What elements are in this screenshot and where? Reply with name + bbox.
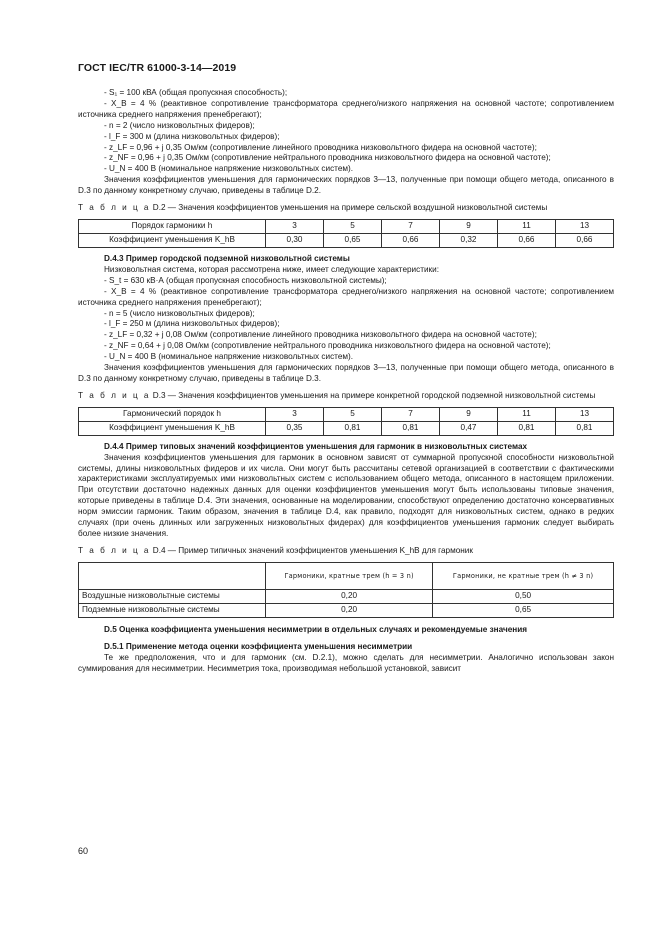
table-cell: 0,66	[498, 233, 556, 247]
caption-text: D.4 — Пример типичных значений коэффициентов уменьшения K_hB для гармоник	[152, 545, 473, 555]
table-header-cell: Гармоники, не кратные трем (h ≠ 3 n)	[433, 562, 614, 589]
caption-prefix: Т а б л и ц а	[78, 390, 151, 400]
table-cell: 0,65	[324, 233, 382, 247]
subsection-title: D.5.1 Применение метода оценки коэффициента уменьшения несимметрии	[104, 641, 413, 651]
table-cell: 5	[324, 407, 382, 421]
table-cell: Порядок гармоники h	[79, 219, 266, 233]
table-row	[79, 421, 614, 435]
table-cell: 0,81	[382, 421, 440, 435]
list-item: - z_NF = 0,64 + j 0,08 Ом/км (сопротивление нейтрального проводника низковольтного фидера на основной частоте);	[104, 341, 551, 351]
table-cell: 0,65	[433, 603, 614, 617]
table-cell: 0,66	[556, 233, 614, 247]
table-cell: 11	[498, 407, 556, 421]
table-cell: Воздушные низковольтные системы	[79, 589, 266, 603]
table-cell: 0,50	[433, 589, 614, 603]
table-row	[79, 233, 614, 247]
table-cell: 0,32	[440, 233, 498, 247]
list-item: - S₁ = 100 кВА (общая пропускная способность);	[104, 88, 288, 97]
table-cell: 0,47	[440, 421, 498, 435]
table-cell: Гармонический порядок h	[79, 407, 266, 421]
page	[78, 62, 614, 674]
list-item: - z_LF = 0,96 + j 0,35 Ом/км (сопротивление линейного проводника низковольтного фидера на основной частоте);	[104, 142, 537, 152]
table-cell: Подземные низковольтные системы	[79, 603, 266, 617]
table-cell: 9	[440, 407, 498, 421]
list-item: - l_F = 250 м (длина низковольтных фидеров);	[104, 319, 280, 329]
caption-prefix: Т а б л и ц а	[78, 203, 151, 213]
table-row	[79, 219, 614, 233]
caption-text: D.2 — Значения коэффициентов уменьшения на примере сельской воздушной низковольтной системы	[152, 203, 548, 213]
table-cell: 7	[382, 219, 440, 233]
table-cell: 5	[324, 219, 382, 233]
list-item: - n = 2 (число низковольтных фидеров);	[104, 120, 255, 130]
table-cell: 9	[440, 219, 498, 233]
list-item: - X_B = 4 % (реактивное сопротивление трансформатора среднего/низкого напряжения на основной частоте; сопротивлением источника среднего напряжения пренебрегают);	[78, 286, 614, 307]
table-cell: 0,81	[324, 421, 382, 435]
table-cell: 0,20	[266, 589, 433, 603]
list-item: - n = 5 (число низковольтных фидеров);	[104, 308, 255, 318]
paragraph: Значения коэффициентов уменьшения для гармонических порядков 3—13, полученные при помощи общего метода, описанного в D.3 по данному конкретному случаю, приведены в таблице D.3.	[78, 363, 614, 383]
table-cell: 0,81	[498, 421, 556, 435]
table-d3	[78, 407, 614, 436]
page-number: 60	[78, 846, 89, 856]
table-cell: 0,20	[266, 603, 433, 617]
table-cell: 0,30	[266, 233, 324, 247]
document-header: ГОСТ IEC/TR 61000-3-14—2019	[78, 62, 237, 74]
list-item: - l_F = 300 м (длина низковольтных фидеров);	[104, 131, 280, 141]
table-d4	[78, 562, 614, 618]
table-cell: Коэффициент уменьшения K_hB	[79, 233, 266, 247]
list-item: - X_B = 4 % (реактивное сопротивление трансформатора среднего/низкого напряжения на основной частоте; сопротивлением источника среднего напряжения пренебрегают);	[78, 98, 614, 119]
paragraph: Те же предположения, что и для гармоник (см. D.2.1), можно сделать для несимметрии. Аналогично использован закон суммирования для несимметрии. Несимметрия тока, производимая небольшой установкой, зависит	[78, 652, 614, 673]
section-title: D.5 Оценка коэффициента уменьшения несимметрии в отдельных случаях и рекомендуемые значения	[104, 624, 528, 634]
table-cell: 13	[556, 219, 614, 233]
table-cell: 3	[266, 407, 324, 421]
paragraph: Низковольтная система, которая рассмотрена ниже, имеет следующие характеристики:	[104, 264, 439, 274]
table-header-cell: Гармоники, кратные трем (h = 3 n)	[266, 562, 433, 589]
table-cell: Коэффициент уменьшения K_hB	[79, 421, 266, 435]
table-cell: 0,66	[382, 233, 440, 247]
table-cell	[79, 562, 266, 589]
table-cell: 3	[266, 219, 324, 233]
caption-text: D.3 — Значения коэффициентов уменьшения на примере конкретной городской подземной низковольтной системы	[152, 390, 596, 400]
table-caption	[78, 391, 614, 402]
paragraph: Значения коэффициентов уменьшения для гармоник в основном зависят от суммарной пропускной способности низковольтной системы, длины низковольтных фидеров и их числа. Они могут быть рассчитаны сетевой организацией в соответствии с фактическими характеристиками эксплуатируемых ими низковольтных систем с использованием общего метода, описанного в настоящем приложении. При отсутствии достаточно надежных данных для оценки коэффициентов уменьшения могут быть использованы типовые значения, которые приведены в таблице D.4. Эти значения, основанные на моделировании, способствуют определению достаточно консервативных норм эмиссии гармоник. Таким образом, значения в таблице D.4, как правило, подходят для низковольтных систем, однако в редких случаях (при очень длинных или загруженных низковольтных фидерах) для коэффициентов уменьшения гармоник следует выбирать более низкие значения.	[78, 452, 614, 538]
table-caption	[78, 546, 614, 557]
block1-list	[78, 88, 614, 197]
table-cell: 13	[556, 407, 614, 421]
list-item: - z_LF = 0,32 + j 0,08 Ом/км (сопротивление линейного проводника низковольтного фидера на основной частоте);	[104, 330, 537, 340]
list-item: - U_N = 400 В (номинальное напряжение низковольтных систем).	[104, 352, 354, 362]
table-cell: 7	[382, 407, 440, 421]
caption-prefix: Т а б л и ц а	[78, 545, 151, 555]
table-row	[79, 589, 614, 603]
section-title: D.4.4 Пример типовых значений коэффициентов уменьшения для гармоник в низковольтных системах	[104, 441, 528, 451]
table-cell: 0,81	[556, 421, 614, 435]
list-item: - S_t = 630 кВ·А (общая пропускная способность низковольтной системы);	[104, 275, 387, 285]
section-title: D.4.3 Пример городской подземной низковольтной системы	[104, 253, 350, 263]
table-row	[79, 603, 614, 617]
table-cell: 11	[498, 219, 556, 233]
table-d2	[78, 219, 614, 248]
table-row	[79, 407, 614, 421]
table-caption	[78, 203, 614, 214]
table-cell: 0,35	[266, 421, 324, 435]
table-row	[79, 562, 614, 589]
list-item: - z_NF = 0,96 + j 0,35 Ом/км (сопротивление нейтрального проводника низковольтного фидера на основной частоте);	[104, 153, 551, 163]
list-item: - U_N = 400 В (номинальное напряжение низковольтных систем).	[104, 164, 354, 174]
paragraph: Значения коэффициентов уменьшения для гармонических порядков 3—13, полученные при помощи общего метода, описанного в D.3 по данному конкретному случаю, приведены в таблице D.2.	[78, 175, 614, 196]
